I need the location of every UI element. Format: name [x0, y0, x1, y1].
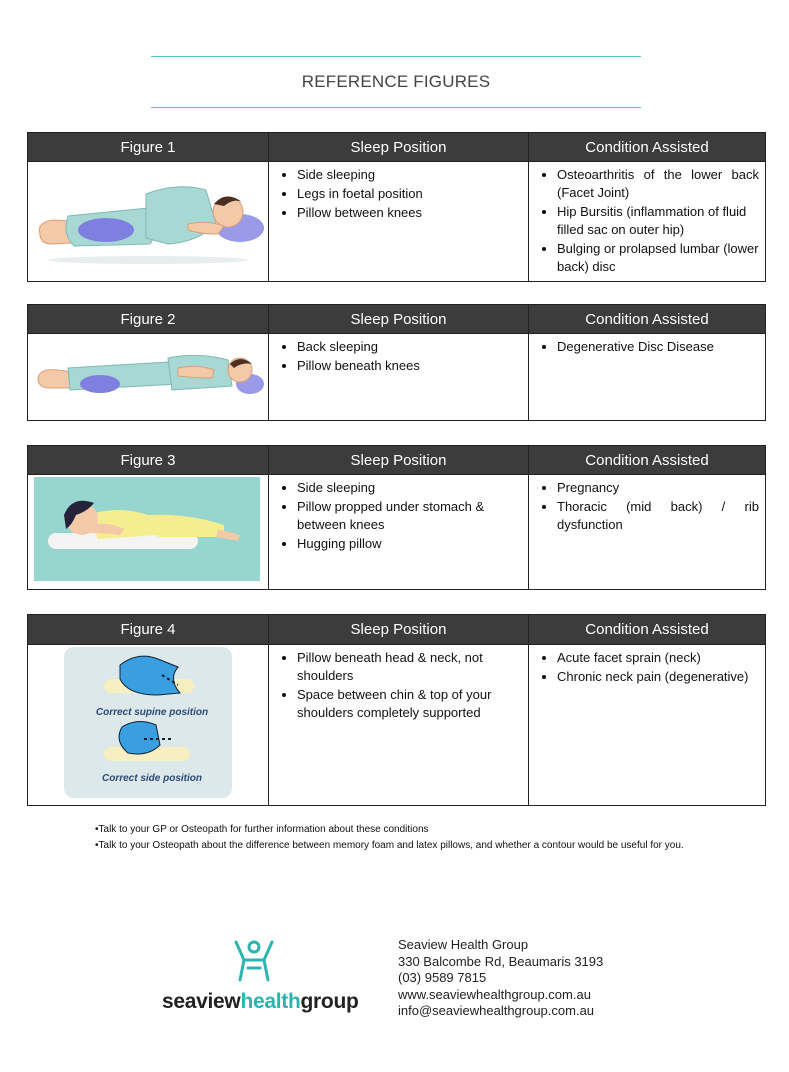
condition-item: • Pregnancy — [557, 479, 759, 497]
website-link[interactable]: www.seaviewhealthgroup.com.au — [398, 986, 591, 1002]
contact-block — [398, 937, 603, 1020]
condition-assisted-header: Condition Assisted — [529, 446, 766, 475]
supine-caption: Correct supine position — [95, 707, 209, 718]
figure-2-image-cell — [28, 334, 269, 421]
condition-assisted-header: Condition Assisted — [529, 305, 766, 334]
figure-1-table — [27, 132, 766, 282]
sleep-item: • Pillow beneath head & neck, not shoulders — [297, 649, 522, 685]
figure-3-image-cell — [28, 475, 269, 590]
sleep-position-header: Sleep Position — [269, 446, 529, 475]
figure-3-label: Figure 3 — [28, 446, 269, 475]
sleep-position-header: Sleep Position — [269, 615, 529, 645]
sleep-item: • Back sleeping — [297, 338, 522, 356]
company-name: Seaview Health Group — [398, 937, 529, 952]
condition-item: • Chronic neck pain (degenerative) — [557, 668, 759, 686]
sleep-item: • Pillow propped under stomach & between knees — [297, 498, 522, 534]
condition-item: • Hip Bursitis (inflammation of fluid filled sac on outer hip) — [557, 203, 759, 239]
sleep-item: • Side sleeping — [297, 479, 522, 497]
condition-item: • Bulging or prolapsed lumbar (lower back) disc — [557, 240, 759, 276]
phone: (03) 9589 7815 — [398, 970, 487, 985]
sleep-item: • Side sleeping — [297, 166, 522, 184]
condition-item: • Acute facet sprain (neck) — [557, 649, 759, 667]
figure-3-table — [27, 445, 766, 590]
footnotes — [95, 822, 695, 854]
condition-item: • Thoracic (mid back) / rib dysfunction — [557, 498, 759, 534]
page-title: REFERENCE FIGURES — [301, 72, 491, 91]
sleep-item: • Pillow beneath knees — [297, 357, 522, 375]
side-caption: Correct side position — [101, 773, 203, 784]
sleep-item: • Legs in foetal position — [297, 185, 522, 203]
figure-4-table — [27, 614, 766, 806]
figure-1-image-cell — [28, 162, 269, 282]
footnote: •Talk to your Osteopath about the difference between memory foam and latex pillows, and whether a contour would be useful for you. — [95, 840, 684, 851]
sleep-position-header: Sleep Position — [269, 305, 529, 334]
condition-item: • Osteoarthritis of the lower back (Facet Joint) — [557, 166, 759, 202]
logo-figure-icon — [230, 938, 278, 984]
address: 330 Balcombe Rd, Beaumaris 3193 — [398, 953, 604, 969]
figure-2-label: Figure 2 — [28, 305, 269, 334]
side-sleeping-foetal-illustration — [28, 164, 267, 275]
sleep-position-header: Sleep Position — [269, 133, 529, 162]
footnote: •Talk to your GP or Osteopath for further information about these conditions — [95, 824, 429, 835]
condition-assisted-header: Condition Assisted — [529, 615, 766, 645]
figure-4-image-cell — [28, 645, 269, 806]
title-underline — [151, 107, 641, 108]
condition-item: • Degenerative Disc Disease — [557, 338, 759, 356]
pregnancy-side-sleeping-illustration — [28, 475, 267, 584]
sleep-item: • Space between chin & top of your shoulders completely supported — [297, 686, 522, 722]
email-link[interactable]: info@seaviewhealthgroup.com.au — [398, 1003, 595, 1018]
sleep-item: • Hugging pillow — [297, 535, 522, 553]
condition-assisted-header: Condition Assisted — [529, 133, 766, 162]
figure-1-label: Figure 1 — [28, 133, 269, 162]
logo-wordmark: seaviewhealthgroup — [162, 990, 359, 1013]
figure-2-table — [27, 304, 766, 421]
neck-position-illustration — [28, 645, 267, 800]
top-rule — [151, 56, 641, 57]
sleep-item: • Pillow between knees — [297, 204, 522, 222]
figure-4-label: Figure 4 — [28, 615, 269, 645]
back-sleeping-illustration — [28, 334, 267, 415]
